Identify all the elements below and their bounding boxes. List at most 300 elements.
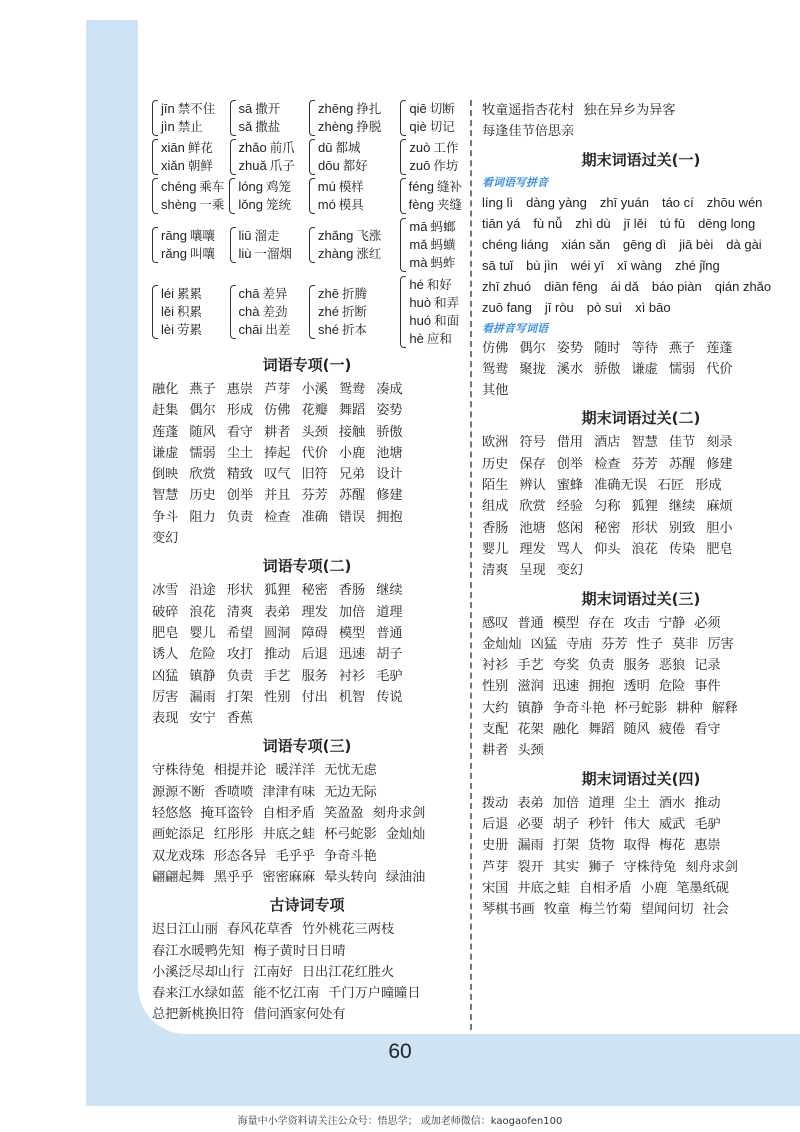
word: 变幻	[556, 563, 584, 579]
word: 琴棋书画	[482, 902, 535, 918]
word: 折本	[341, 322, 367, 337]
pinyin: dū	[317, 140, 333, 155]
word: 千门万户曈曈日	[328, 986, 421, 1002]
word-row	[152, 803, 462, 824]
word: 都城	[335, 140, 361, 155]
polyphone-entry	[152, 178, 229, 214]
word: 史册	[482, 838, 509, 854]
word: 轻悠悠	[152, 806, 192, 822]
pinyin-row	[482, 192, 800, 213]
word: 差劲	[262, 304, 288, 319]
pinyin: qiè	[409, 119, 427, 134]
word: 苏醒	[668, 456, 696, 472]
brace-mark	[309, 227, 315, 263]
pinyin: xiān	[161, 140, 185, 155]
pinyin-word: xì bāo	[635, 299, 671, 315]
reading-line	[318, 157, 368, 175]
word: 无边无际	[324, 784, 377, 800]
word: 金灿灿	[385, 827, 426, 843]
polyphone-entry	[152, 139, 230, 175]
pinyin: liù	[238, 246, 252, 261]
poem-phrase: 每逢佳节倍思亲	[482, 124, 575, 140]
pinyin: mǎ	[409, 237, 428, 252]
word: 尘土	[226, 445, 254, 461]
word: 漏雨	[517, 838, 544, 854]
pinyin-word: wéi yī	[570, 257, 605, 273]
word-row	[482, 719, 800, 740]
pinyin: xiǎn	[161, 158, 185, 173]
section-title: 词语专项(一)	[262, 356, 352, 374]
word: 花瓣	[301, 403, 328, 419]
column-divider	[470, 100, 472, 1030]
word: 耕者	[264, 424, 291, 440]
word: 莲蓬	[706, 340, 733, 356]
reading-line	[161, 118, 215, 136]
word: 厉害	[152, 689, 179, 705]
word: 疲倦	[658, 722, 686, 738]
word: 伟大	[623, 816, 650, 832]
word: 社会	[702, 902, 729, 918]
word: 道理	[376, 604, 403, 620]
word: 推动	[264, 647, 291, 663]
word: 折腾	[341, 286, 367, 301]
pinyin-word: qián zhǎo	[714, 278, 772, 294]
pinyin-word: gēng dì	[622, 236, 667, 252]
word: 自相矛盾	[579, 880, 632, 896]
word: 骄傲	[376, 424, 403, 440]
word: 黑乎乎	[213, 869, 254, 885]
word: 秘密	[594, 520, 621, 536]
pinyin: hé	[409, 277, 424, 292]
pinyin-word: zuō fang	[482, 299, 532, 315]
word: 聚拢	[519, 361, 546, 377]
word: 捧起	[264, 445, 291, 461]
brace-mark	[230, 139, 236, 175]
word: 清爽	[482, 563, 509, 579]
word: 存在	[588, 615, 615, 631]
word: 欣赏	[519, 499, 546, 515]
polyphone-readings	[161, 100, 215, 136]
word: 香蕉	[226, 711, 254, 727]
pinyin: liū	[238, 228, 252, 243]
word: 春来江水绿如蓝	[152, 986, 245, 1002]
word: 画蛇添足	[152, 827, 205, 843]
word: 攻打	[226, 647, 254, 663]
polyphone-readings	[161, 227, 215, 263]
word: 障碍	[301, 625, 328, 641]
word-row	[482, 613, 800, 634]
word: 应和	[426, 331, 452, 346]
section-title: 期末词语过关(一)	[581, 150, 701, 169]
word-row	[152, 867, 462, 888]
word: 大约	[482, 700, 509, 716]
pinyin: shé	[317, 322, 339, 337]
word: 舞蹈	[588, 722, 615, 738]
reading-line	[409, 100, 454, 118]
word: 挣脱	[356, 119, 382, 134]
reading-line	[318, 139, 368, 157]
pinyin-word: xī wàng	[617, 257, 662, 273]
word: 形状	[226, 583, 254, 599]
word: 推动	[694, 795, 721, 811]
reading-line	[318, 303, 367, 321]
word: 错误	[338, 509, 366, 525]
word-row	[152, 846, 462, 867]
section-title: 词语专项(三)	[262, 737, 352, 756]
pinyin: lèi	[161, 322, 175, 337]
word: 能不忆江南	[253, 986, 320, 1002]
word: 欣赏	[189, 467, 216, 483]
word: 尘土	[623, 795, 650, 811]
pinyin: huò	[409, 295, 432, 310]
word-row	[152, 644, 462, 665]
reading-line	[161, 285, 202, 303]
word: 其他	[482, 383, 509, 399]
word-row	[152, 379, 462, 400]
word: 攻击	[623, 615, 650, 631]
word: 差异	[262, 286, 288, 301]
word: 滋润	[517, 679, 544, 695]
word-row	[152, 602, 462, 623]
pinyin-word: diān fēng	[544, 278, 598, 294]
polyphone-group	[152, 276, 462, 348]
word: 表现	[152, 711, 179, 727]
reading-line	[409, 254, 455, 272]
reading-line	[409, 218, 455, 236]
word: 表弟	[264, 604, 291, 620]
reading-line	[161, 100, 215, 118]
word: 变幻	[152, 531, 179, 547]
word-row	[152, 666, 462, 687]
brace-mark	[309, 100, 315, 136]
section-title: 词语专项(二)	[262, 557, 352, 576]
pinyin: dōu	[317, 158, 340, 173]
pinyin: zhuǎ	[238, 158, 267, 173]
reading-line	[239, 321, 291, 339]
word-row	[482, 518, 800, 539]
word: 凶猛	[152, 668, 179, 684]
polyphone-entry	[309, 178, 400, 214]
word: 欧洲	[482, 435, 509, 451]
word: 理发	[519, 541, 546, 557]
word: 爪子	[269, 158, 295, 173]
word: 一乘	[199, 197, 225, 212]
polyphone-readings	[318, 285, 367, 339]
word: 小鹿	[640, 880, 668, 896]
word: 笔墨纸砚	[676, 880, 729, 896]
polyphone-readings	[239, 139, 295, 175]
pinyin-word: zhī zhuó	[482, 278, 532, 294]
word: 历史	[482, 456, 509, 472]
word: 其实	[552, 859, 580, 875]
word: 别致	[668, 520, 696, 536]
reading-line	[238, 196, 291, 214]
word-row	[152, 919, 462, 940]
word: 形成	[695, 478, 722, 494]
word: 拥抱	[588, 679, 615, 695]
word: 仿佛	[482, 340, 509, 356]
word: 随风	[189, 424, 216, 440]
polyphone-readings	[161, 285, 202, 339]
pinyin-word: bù jìn	[526, 257, 558, 273]
word: 支配	[482, 722, 509, 738]
word: 智慧	[152, 488, 179, 504]
word: 夸奖	[552, 658, 580, 674]
word: 苏醒	[338, 488, 366, 504]
reading-line	[239, 303, 291, 321]
pinyin-word: báo piàn	[651, 278, 702, 294]
word: 匀称	[594, 499, 621, 515]
word: 谦虚	[631, 361, 658, 377]
pinyin: jīn	[161, 101, 175, 116]
word-row	[482, 655, 800, 676]
word: 凶猛	[530, 636, 557, 652]
pinyin: féng	[408, 179, 434, 194]
word: 赶集	[152, 403, 179, 419]
subsection-label: 看拼音写词语	[482, 321, 548, 335]
word-row	[152, 580, 462, 601]
word-row	[482, 676, 800, 697]
reading-line	[239, 245, 293, 263]
brace-mark	[230, 285, 236, 339]
pinyin: lóng	[238, 179, 263, 194]
word: 威武	[658, 816, 686, 832]
polyphone-entry	[229, 178, 308, 214]
pinyin-word: dà gài	[726, 236, 762, 252]
word: 石匠	[657, 478, 685, 494]
pinyin-row	[482, 213, 800, 234]
pinyin: chāi	[238, 322, 263, 337]
brace-mark	[309, 139, 315, 175]
brace-mark	[400, 100, 406, 136]
word: 红彤彤	[213, 827, 254, 843]
word: 寺庙	[565, 636, 593, 652]
polyphone-entry	[152, 227, 230, 263]
word: 绿油油	[385, 869, 426, 885]
word: 婴儿	[482, 541, 509, 557]
pinyin: chā	[238, 286, 260, 301]
word: 记录	[694, 658, 721, 674]
word: 形态各异	[213, 848, 267, 864]
word: 服务	[623, 658, 650, 674]
brace-mark	[309, 178, 315, 214]
reading-line	[409, 236, 455, 254]
word: 溜走	[254, 228, 280, 243]
word: 胆小	[706, 520, 733, 536]
word: 随时	[594, 340, 621, 356]
word: 服务	[301, 668, 328, 684]
word: 取得	[623, 838, 650, 854]
polyphone-group	[152, 218, 462, 272]
reading-line	[318, 285, 367, 303]
pinyin-row	[482, 276, 800, 297]
word: 检查	[594, 456, 621, 472]
word: 历史	[189, 488, 216, 504]
word: 漏雨	[189, 689, 216, 705]
word: 打架	[226, 689, 254, 705]
word: 懦弱	[668, 361, 696, 377]
reading-line	[239, 157, 295, 175]
word: 融化	[552, 722, 580, 738]
word: 叹气	[264, 467, 291, 483]
word: 莫非	[672, 636, 699, 652]
word: 芬芳	[301, 488, 328, 504]
word: 秒针	[588, 816, 615, 832]
word: 撒盐	[255, 119, 281, 134]
polyphone-readings	[239, 100, 281, 136]
word: 并且	[264, 488, 291, 504]
reading-line	[239, 227, 293, 245]
polyphone-entry	[230, 227, 309, 263]
polyphone-entry	[400, 139, 462, 175]
pinyin: zuō	[409, 158, 431, 173]
brace-mark	[152, 139, 158, 175]
word: 感叹	[482, 615, 509, 631]
word: 必须	[694, 615, 721, 631]
word: 出差	[265, 322, 291, 337]
word: 和面	[434, 313, 460, 328]
word: 春江水暖鸭先知	[152, 943, 245, 959]
word: 接触	[338, 424, 366, 440]
word: 梅花	[658, 838, 686, 854]
word: 符号	[519, 435, 546, 451]
word: 兄弟	[338, 467, 366, 483]
word: 拥抱	[376, 509, 403, 525]
word-row	[152, 400, 462, 421]
word: 借用	[556, 435, 584, 451]
page-number: 60	[388, 1040, 412, 1063]
word: 自相矛盾	[262, 806, 316, 822]
pinyin: huó	[409, 313, 432, 328]
word: 传说	[376, 689, 403, 705]
word: 朝鲜	[187, 158, 213, 173]
word: 保存	[519, 456, 546, 472]
word: 莲蓬	[152, 424, 179, 440]
word: 头颈	[517, 743, 544, 759]
word: 毛乎乎	[275, 848, 316, 864]
word: 机智	[338, 689, 366, 705]
word: 后退	[301, 647, 328, 663]
word: 付出	[301, 689, 328, 705]
word: 笼统	[265, 197, 291, 212]
word: 性子	[636, 636, 664, 652]
polyphone-readings	[318, 227, 381, 263]
word: 小鹿	[338, 445, 366, 461]
word: 暖洋洋	[275, 763, 316, 779]
word: 透明	[623, 679, 650, 695]
word: 缝补	[436, 179, 462, 194]
pinyin: mú	[317, 179, 336, 194]
pinyin: léi	[161, 286, 175, 301]
word: 形成	[226, 403, 254, 419]
word-row	[152, 962, 462, 983]
pinyin: zhèng	[317, 119, 354, 134]
word: 笑盈盈	[324, 806, 364, 822]
left-column	[152, 100, 462, 1026]
word: 江南好	[253, 964, 293, 980]
word: 都好	[342, 158, 368, 173]
word-row	[482, 698, 800, 719]
word: 小溪泛尽却山行	[152, 964, 245, 980]
pinyin: shèng	[161, 197, 197, 212]
brace-mark	[230, 227, 236, 263]
word: 蚂螂	[430, 219, 456, 234]
polyphone-readings	[161, 178, 224, 214]
polyphone-entry	[309, 227, 400, 263]
brace-mark	[152, 178, 158, 214]
word: 模型	[338, 625, 366, 641]
pinyin: lǒng	[238, 197, 263, 212]
pinyin-word: zhì dù	[575, 215, 611, 231]
section-title: 期末词语过关(二)	[581, 409, 701, 428]
word: 争奇斗艳	[552, 700, 606, 716]
brace-mark	[400, 178, 406, 214]
word: 形状	[631, 520, 658, 536]
word: 倒映	[152, 467, 179, 483]
word: 切断	[429, 101, 455, 116]
pinyin-word: chéng liáng	[482, 236, 549, 252]
word: 旧符	[301, 467, 328, 483]
reading-line	[239, 118, 281, 136]
word: 蚂蚱	[430, 255, 456, 270]
word: 一溜烟	[254, 246, 293, 261]
word: 手艺	[264, 668, 291, 684]
pinyin-word: jī lěi	[623, 215, 647, 231]
word-row	[482, 814, 800, 835]
word: 骄傲	[594, 361, 621, 377]
pinyin-word: zhōu wén	[706, 194, 763, 210]
polyphone-readings	[161, 139, 213, 175]
pinyin-word: tiān yá	[482, 215, 521, 231]
pinyin-row	[482, 234, 800, 255]
word: 继续	[668, 499, 696, 515]
word: 厉害	[707, 636, 734, 652]
word: 模具	[338, 197, 364, 212]
pinyin: qiē	[409, 101, 427, 116]
reading-line	[409, 139, 458, 157]
word: 浪花	[189, 604, 216, 620]
pinyin-word: sā tuǐ	[482, 257, 514, 273]
section-title: 期末词语过关(四)	[581, 769, 701, 788]
word: 鸳鸯	[482, 361, 509, 377]
word: 圆洞	[264, 625, 291, 641]
polyphone-readings	[409, 178, 462, 214]
polyphone-readings	[409, 139, 458, 175]
brace-mark	[400, 139, 406, 175]
word: 秘密	[301, 583, 328, 599]
word: 婴儿	[189, 625, 216, 641]
word: 肥皂	[706, 541, 733, 557]
word: 折断	[341, 304, 367, 319]
word-row	[152, 485, 462, 506]
word: 毛驴	[694, 816, 721, 832]
word: 普通	[517, 615, 544, 631]
word: 后退	[482, 816, 509, 832]
word: 懦弱	[189, 445, 216, 461]
word: 酒水	[658, 795, 686, 811]
word: 刻录	[706, 435, 733, 451]
word: 香肠	[338, 583, 366, 599]
word: 组成	[482, 499, 509, 515]
word: 诱人	[152, 647, 179, 663]
word: 春风花草香	[226, 922, 293, 938]
pinyin: fèng	[408, 197, 434, 212]
pinyin: sā	[238, 101, 253, 116]
word-row	[482, 793, 800, 814]
right-column	[482, 100, 800, 920]
reading-line	[409, 330, 459, 348]
word: 危险	[658, 679, 686, 695]
